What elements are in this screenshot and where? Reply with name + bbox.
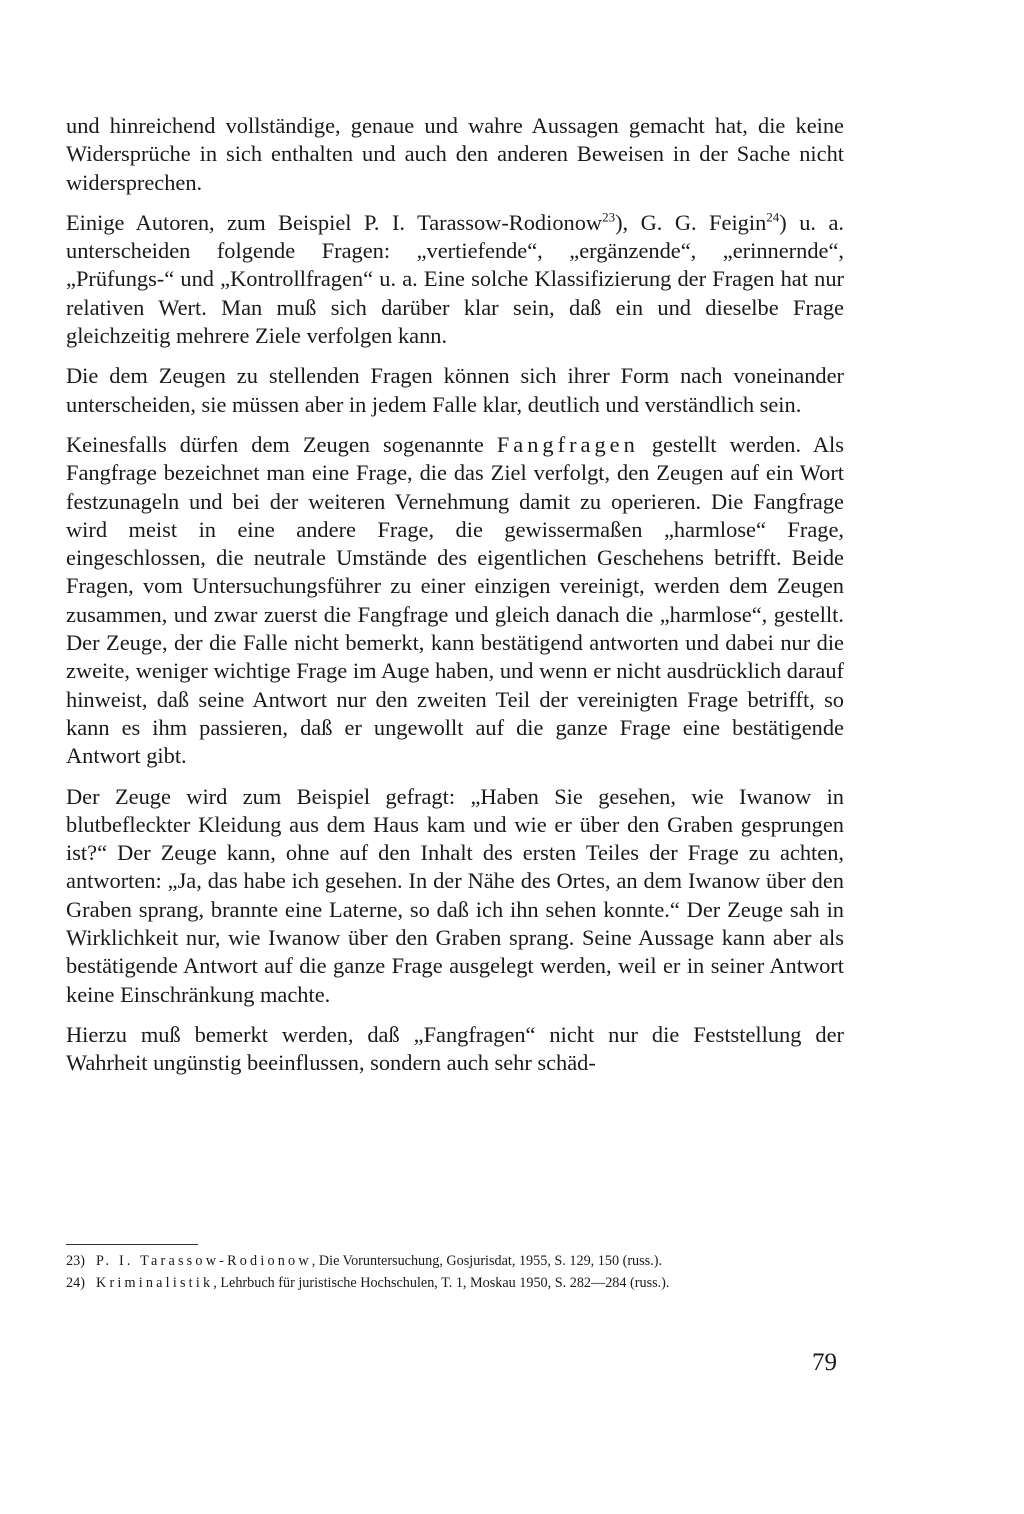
paragraph-2-part-b: ), G. G. Feigin bbox=[615, 209, 767, 235]
paragraph-6: Hierzu muß bemerkt werden, daß „Fangfragen“ nicht nur die Feststellung der Wahrheit ungünstig beeinflussen, sondern auch sehr schäd- bbox=[66, 1021, 844, 1076]
paragraph-2-part-a: Einige Autoren, zum Beispiel P. I. Tarassow-Rodionow bbox=[66, 209, 603, 235]
main-text bbox=[66, 112, 844, 1090]
footnote-ref-23: 23 bbox=[602, 209, 616, 225]
paragraph-3: Die dem Zeugen zu stellenden Fragen können sich ihrer Form nach voneinander unterscheiden, sie müssen aber in jedem Falle klar, deutlich und verständlich sein. bbox=[66, 363, 844, 417]
footnote-divider bbox=[66, 1244, 198, 1245]
footnote-body bbox=[96, 1253, 844, 1271]
paragraph-2-part-c: ) u. a. unterscheiden folgende Fragen: „vertiefende“, „ergänzende“, „erinnernde“, „Prüfungs-“ und „Kontrollfragen“ u. a. Eine solche Klassifizierung der Fragen hat nur relativen Wert. Man muß sich darüber klar sein, daß ein und dieselbe Frage gleichzeitig mehrere Ziele verfolgen kann. bbox=[66, 209, 845, 349]
footnote-23 bbox=[66, 1253, 844, 1271]
footnote-mark: 23) bbox=[66, 1253, 85, 1269]
footnote-text: , Lehrbuch für juristische Hochschulen, T. 1, Moskau 1950, S. 282—284 (russ.). bbox=[213, 1274, 670, 1291]
paragraph-1: und hinreichend vollständige, genaue und wahre Aussagen gemacht hat, die keine Widersprüche in sich enthalten und auch den anderen Beweisen in der Sache nicht widersprechen. bbox=[66, 113, 844, 195]
footnote-text: , Die Voruntersuchung, Gosjurisdat, 1955, S. 129, 150 (russ.). bbox=[311, 1253, 663, 1269]
footnote-ref-24: 24 bbox=[766, 209, 780, 225]
paragraph-5: Der Zeuge wird zum Beispiel gefragt: „Haben Sie gesehen, wie Iwanow in blutbefleckter Kleidung aus dem Haus kam und wie er über den Graben gesprungen ist?“ Der Zeuge kann, ohne auf den Inhalt des ersten Teiles der Frage zu achten, antworten: „Ja, das habe ich gesehen. In der Nähe des Ortes, an dem Iwanow über den Graben sprang, brannte eine Laterne, so daß ich ihn sehen konnte.“ Der Zeuge sah in Wirklichkeit nur, wie Iwanow über den Graben sprang. Seine Aussage kann aber als bestätigende Antwort auf die ganze Frage ausgelegt werden, weil er in seiner Antwort keine Einschränkung machte. bbox=[66, 783, 844, 1007]
spaced-term: Fangfragen bbox=[496, 431, 639, 457]
paragraph-2 bbox=[66, 209, 844, 350]
footnote-mark: 24) bbox=[66, 1274, 85, 1291]
footnote-body bbox=[96, 1275, 844, 1293]
paragraph-4-part-b: gestellt werden. Als Fangfrage bezeichnet man eine Frage, die das Ziel verfolgt, den Zeugen auf ein Wort festzunageln und bei der weiteren Vernehmung damit zu operieren. Die Fangfrage wird meist in eine andere Frage, die gewissermaßen „harmlose“ Frage, eingeschlossen, die neutrale Umstände des eigentlichen Geschehens betrifft. Beide Fragen, vom Untersuchungsführer zu einer einzigen vereinigt, werden dem Zeugen zusammen, und zwar zuerst die Fangfrage und gleich danach die „harmlose“, gestellt. Der Zeuge, der die Falle nicht bemerkt, kann bestätigend antworten und dabei nur die zweite, weniger wichtige Frage im Auge haben, und wenn er nicht ausdrücklich darauf hinweist, daß seine Antwort nur den zweiten Teil der vereinigten Frage betrifft, so kann es ihm passieren, daß er ungewollt auf die ganze Frage eine bestätigende Antwort gibt. bbox=[66, 431, 844, 769]
paragraph-4-part-a: Keinesfalls dürfen dem Zeugen sogenannte bbox=[66, 431, 497, 457]
footnote-author: P. I. Tarassow-Rodionow bbox=[96, 1253, 312, 1269]
footnote-24 bbox=[66, 1275, 844, 1293]
footnote-author: Kriminalistik bbox=[96, 1274, 214, 1291]
footnotes bbox=[66, 1253, 844, 1296]
paragraph-4 bbox=[66, 431, 844, 771]
page-number: 79 bbox=[812, 1349, 837, 1376]
